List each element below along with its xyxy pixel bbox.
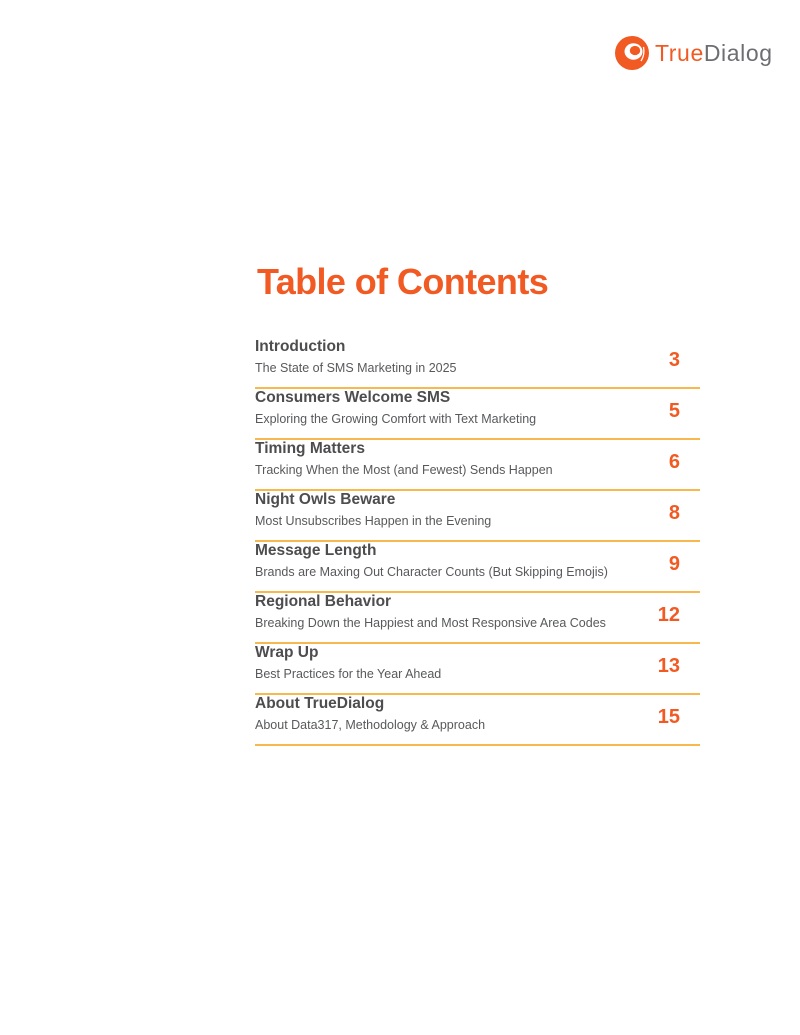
toc-entry-title: Timing Matters bbox=[255, 440, 365, 457]
toc-entry-subtitle: Best Practices for the Year Ahead bbox=[255, 667, 442, 681]
toc-entry-subtitle: Most Unsubscribes Happen in the Evening bbox=[255, 514, 492, 528]
toc-entry[interactable] bbox=[255, 593, 700, 644]
logo-word-true: True bbox=[655, 40, 704, 66]
toc-entry-list bbox=[255, 338, 700, 746]
toc-entry[interactable] bbox=[255, 491, 700, 542]
toc-entry-page-number: 3 bbox=[668, 349, 680, 371]
toc-entry-page-number: 5 bbox=[668, 400, 680, 422]
toc-entry-page-number: 9 bbox=[668, 553, 680, 575]
toc-entry-title: Night Owls Beware bbox=[255, 491, 396, 508]
toc-entry-title: Message Length bbox=[255, 542, 377, 559]
toc-entry[interactable] bbox=[255, 440, 700, 491]
toc-entry-title: About TrueDialog bbox=[255, 695, 385, 712]
toc-entry-subtitle: About Data317, Methodology & Approach bbox=[255, 718, 486, 732]
toc-entry-subtitle: Brands are Maxing Out Character Counts (But Skipping Emojis) bbox=[255, 565, 608, 579]
page-title: Table of Contents bbox=[257, 261, 549, 302]
toc-entry-title: Introduction bbox=[255, 338, 346, 355]
toc-entry-subtitle: Exploring the Growing Comfort with Text Marketing bbox=[255, 412, 537, 426]
toc-entry[interactable] bbox=[255, 542, 700, 593]
toc-entry-title: Consumers Welcome SMS bbox=[255, 389, 451, 406]
toc-entry-page-number: 15 bbox=[657, 706, 680, 728]
toc-entry-page-number: 8 bbox=[668, 502, 680, 524]
toc-entry-page-number: 13 bbox=[657, 655, 680, 677]
toc-entry-title: Wrap Up bbox=[255, 644, 319, 661]
toc-entry[interactable] bbox=[255, 389, 700, 440]
table-of-contents bbox=[255, 258, 700, 746]
logo-word-dialog: Dialog bbox=[703, 40, 773, 66]
toc-entry-subtitle: The State of SMS Marketing in 2025 bbox=[255, 361, 457, 375]
toc-entry-subtitle: Tracking When the Most (and Fewest) Sends Happen bbox=[255, 463, 553, 477]
toc-entry-page-number: 12 bbox=[657, 604, 680, 626]
toc-entry-page-number: 6 bbox=[668, 451, 680, 473]
toc-entry-title: Regional Behavior bbox=[255, 593, 392, 610]
brand-logo bbox=[614, 34, 773, 72]
logo-wordmark bbox=[655, 34, 773, 72]
truedialog-ring-logo-icon bbox=[614, 35, 650, 71]
toc-entry-subtitle: Breaking Down the Happiest and Most Responsive Area Codes bbox=[255, 616, 606, 630]
toc-entry[interactable] bbox=[255, 338, 700, 389]
toc-entry[interactable] bbox=[255, 695, 700, 746]
toc-entry[interactable] bbox=[255, 644, 700, 695]
